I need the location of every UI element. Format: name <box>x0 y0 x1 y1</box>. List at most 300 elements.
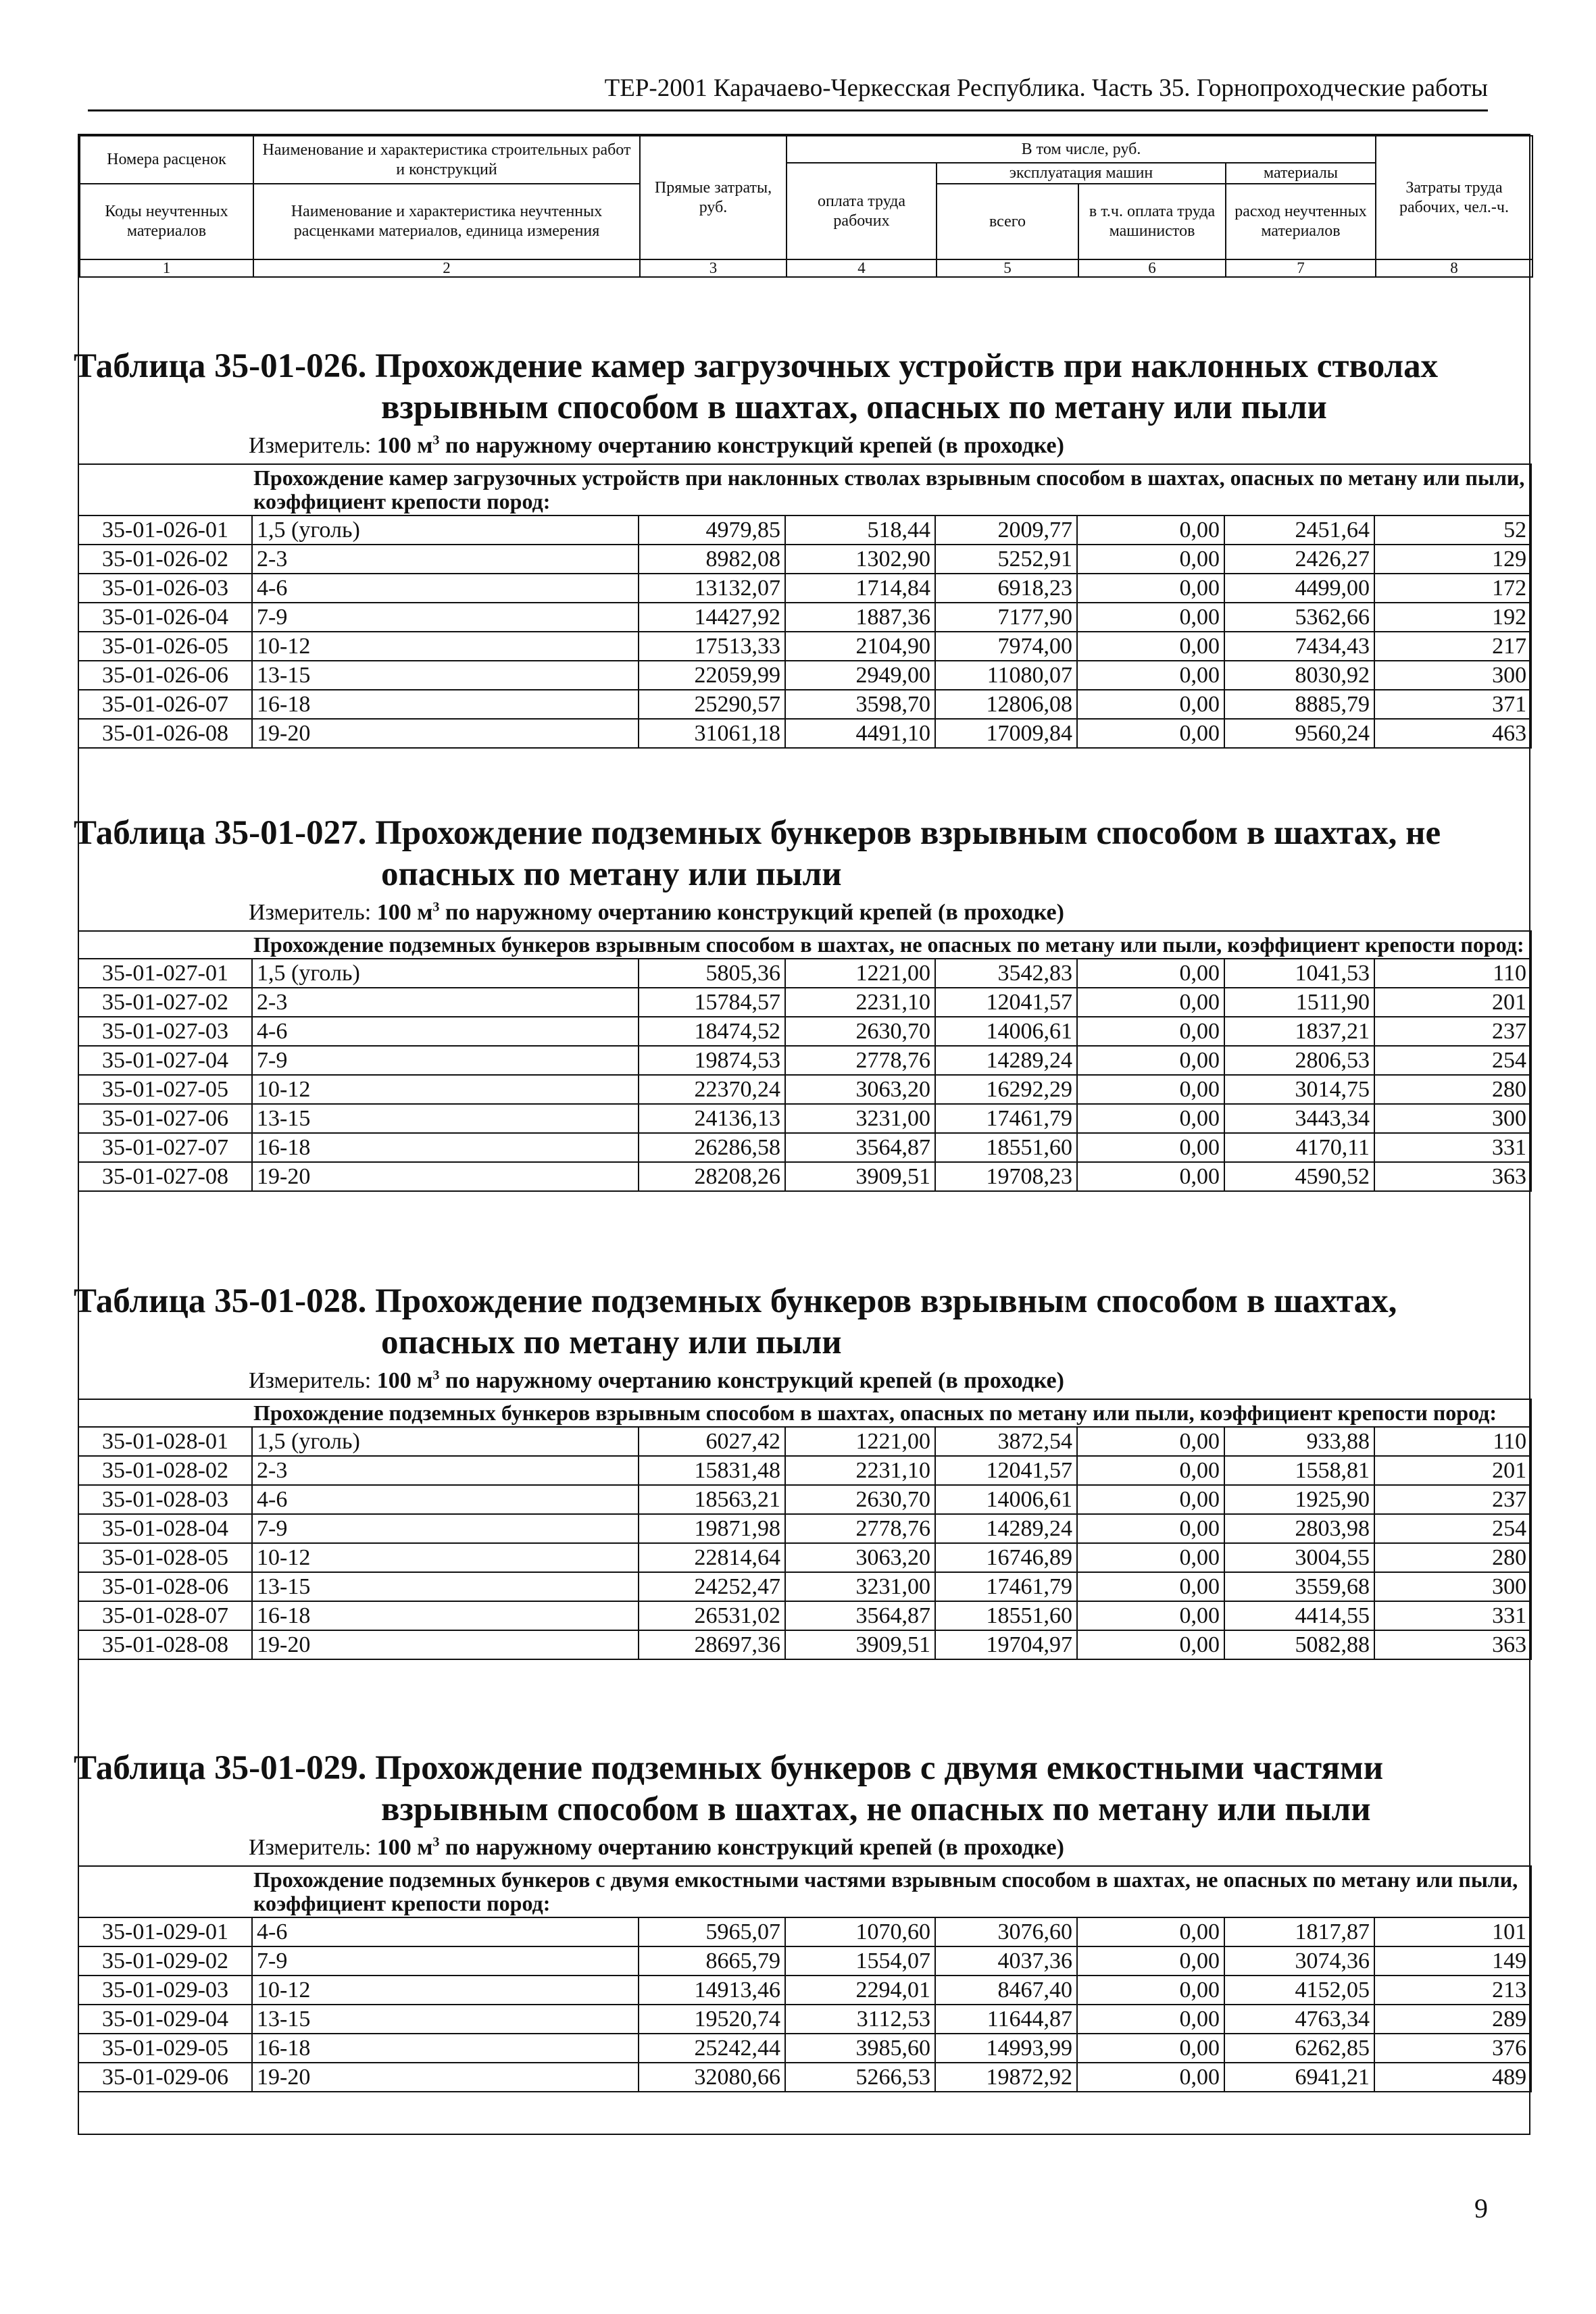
col-number: 7 <box>1226 259 1376 277</box>
col-header-group-machines: эксплуатация машин <box>937 163 1226 184</box>
labor-pay-cell: 2778,76 <box>785 1046 935 1075</box>
rate-code-cell: 35-01-027-08 <box>78 1162 252 1191</box>
machines-total-cell: 17009,84 <box>935 719 1077 748</box>
measurement-unit <box>78 1367 1530 1394</box>
col-number: 2 <box>253 259 640 277</box>
labor-hours-cell: 101 <box>1374 1917 1531 1946</box>
characteristic-cell: 13-15 <box>252 1104 639 1133</box>
direct-costs-cell: 22814,64 <box>639 1543 785 1572</box>
materials-cell: 1511,90 <box>1224 988 1374 1017</box>
labor-hours-cell: 201 <box>1374 988 1531 1017</box>
materials-cell: 7434,43 <box>1224 632 1374 661</box>
labor-pay-cell: 3985,60 <box>785 2034 935 2063</box>
labor-hours-cell: 192 <box>1374 603 1531 632</box>
rate-code-cell: 35-01-028-03 <box>78 1485 252 1514</box>
direct-costs-cell: 5965,07 <box>639 1917 785 1946</box>
table-title-line-2: опасных по метану или пыли <box>381 1324 842 1361</box>
labor-hours-cell: 110 <box>1374 1427 1531 1456</box>
labor-pay-cell: 1302,90 <box>785 545 935 574</box>
measurement-description: по наружному очертанию конструкций крепей (в проходке) <box>439 1835 1064 1860</box>
direct-costs-cell: 18563,21 <box>639 1485 785 1514</box>
table-title-line-2: взрывным способом в шахтах, опасных по метану или пыли <box>381 388 1327 426</box>
labor-hours-cell: 280 <box>1374 1543 1531 1572</box>
labor-pay-cell: 2778,76 <box>785 1514 935 1543</box>
machines-total-cell: 11644,87 <box>935 2005 1077 2034</box>
direct-costs-cell: 14913,46 <box>639 1976 785 2005</box>
table-row <box>78 1485 1531 1514</box>
rate-code-cell: 35-01-027-03 <box>78 1017 252 1046</box>
table-row <box>78 1630 1531 1659</box>
machinists-pay-cell: 0,00 <box>1077 1485 1224 1514</box>
machines-total-cell: 17461,79 <box>935 1572 1077 1601</box>
rates-table <box>78 1399 1532 1660</box>
table-description-row <box>78 1399 1531 1427</box>
machinists-pay-cell: 0,00 <box>1077 1017 1224 1046</box>
measurement-exponent: 3 <box>432 1834 440 1850</box>
labor-hours-cell: 237 <box>1374 1017 1531 1046</box>
page-number: 9 <box>1474 2193 1488 2223</box>
rate-code-cell: 35-01-028-02 <box>78 1456 252 1485</box>
col-number: 8 <box>1376 259 1532 277</box>
direct-costs-cell: 25242,44 <box>639 2034 785 2063</box>
table-row <box>78 690 1531 719</box>
measurement-value: 100 м <box>376 900 433 925</box>
machinists-pay-cell: 0,00 <box>1077 1572 1224 1601</box>
labor-hours-cell: 463 <box>1374 719 1531 748</box>
rate-code-cell: 35-01-028-05 <box>78 1543 252 1572</box>
characteristic-cell: 13-15 <box>252 1572 639 1601</box>
rate-code-cell: 35-01-029-04 <box>78 2005 252 2034</box>
characteristic-cell: 13-15 <box>252 661 639 690</box>
labor-hours-cell: 201 <box>1374 1456 1531 1485</box>
machinists-pay-cell: 0,00 <box>1077 1427 1224 1456</box>
machinists-pay-cell: 0,00 <box>1077 1917 1224 1946</box>
table-title <box>74 346 1530 428</box>
table-row <box>78 1427 1531 1456</box>
measurement-unit <box>78 1834 1530 1861</box>
labor-pay-cell: 518,44 <box>785 515 935 545</box>
table-title <box>74 1281 1530 1363</box>
materials-cell: 3443,34 <box>1224 1104 1374 1133</box>
direct-costs-cell: 14427,92 <box>639 603 785 632</box>
characteristic-cell: 1,5 (уголь) <box>252 1427 639 1456</box>
direct-costs-cell: 28697,36 <box>639 1630 785 1659</box>
direct-costs-cell: 8982,08 <box>639 545 785 574</box>
table-description: Прохождение подземных бункеров взрывным способом в шахтах, не опасных по метану или пыли, коэффициент крепости пород: <box>78 931 1531 959</box>
machines-total-cell: 14006,61 <box>935 1485 1077 1514</box>
labor-pay-cell: 3063,20 <box>785 1075 935 1104</box>
labor-pay-cell: 2294,01 <box>785 1976 935 2005</box>
machines-total-cell: 6918,23 <box>935 574 1077 603</box>
rate-table-section <box>74 813 1530 1192</box>
measurement-unit <box>78 432 1530 459</box>
machines-total-cell: 7974,00 <box>935 632 1077 661</box>
characteristic-cell: 1,5 (уголь) <box>252 515 639 545</box>
labor-hours-cell: 331 <box>1374 1601 1531 1630</box>
direct-costs-cell: 24136,13 <box>639 1104 785 1133</box>
machinists-pay-cell: 0,00 <box>1077 603 1224 632</box>
labor-pay-cell: 1887,36 <box>785 603 935 632</box>
characteristic-cell: 7-9 <box>252 1514 639 1543</box>
col-header-machines-total: всего <box>937 184 1078 259</box>
characteristic-cell: 1,5 (уголь) <box>252 959 639 988</box>
rate-code-cell: 35-01-026-01 <box>78 515 252 545</box>
materials-cell: 3004,55 <box>1224 1543 1374 1572</box>
materials-cell: 6262,85 <box>1224 2034 1374 2063</box>
characteristic-cell: 4-6 <box>252 1485 639 1514</box>
machinists-pay-cell: 0,00 <box>1077 1601 1224 1630</box>
machinists-pay-cell: 0,00 <box>1077 690 1224 719</box>
col-header-name-bottom: Наименование и характеристика неучтенных расценками материалов, единица измерения <box>253 184 640 259</box>
measurement-label: Измеритель: <box>249 433 377 458</box>
labor-hours-cell: 52 <box>1374 515 1531 545</box>
characteristic-cell: 10-12 <box>252 1075 639 1104</box>
rate-code-cell: 35-01-029-06 <box>78 2063 252 2092</box>
rate-code-cell: 35-01-027-04 <box>78 1046 252 1075</box>
machinists-pay-cell: 0,00 <box>1077 661 1224 690</box>
machines-total-cell: 18551,60 <box>935 1601 1077 1630</box>
materials-cell: 4170,11 <box>1224 1133 1374 1162</box>
table-row <box>78 574 1531 603</box>
direct-costs-cell: 8665,79 <box>639 1946 785 1976</box>
table-row <box>78 1946 1531 1976</box>
machines-total-cell: 12041,57 <box>935 988 1077 1017</box>
machines-total-cell: 11080,07 <box>935 661 1077 690</box>
characteristic-cell: 16-18 <box>252 1601 639 1630</box>
direct-costs-cell: 32080,66 <box>639 2063 785 2092</box>
materials-cell: 4152,05 <box>1224 1976 1374 2005</box>
labor-hours-cell: 217 <box>1374 632 1531 661</box>
rate-table-section <box>74 1748 1530 2092</box>
materials-cell: 4763,34 <box>1224 2005 1374 2034</box>
rate-code-cell: 35-01-026-03 <box>78 574 252 603</box>
direct-costs-cell: 25290,57 <box>639 690 785 719</box>
direct-costs-cell: 13132,07 <box>639 574 785 603</box>
machines-total-cell: 12041,57 <box>935 1456 1077 1485</box>
machinists-pay-cell: 0,00 <box>1077 1046 1224 1075</box>
table-row <box>78 2005 1531 2034</box>
table-description-row <box>78 1866 1531 1917</box>
machines-total-cell: 5252,91 <box>935 545 1077 574</box>
table-row <box>78 1046 1531 1075</box>
labor-pay-cell: 2630,70 <box>785 1017 935 1046</box>
characteristic-cell: 19-20 <box>252 1162 639 1191</box>
col-number: 1 <box>80 259 253 277</box>
labor-pay-cell: 4491,10 <box>785 719 935 748</box>
direct-costs-cell: 19871,98 <box>639 1514 785 1543</box>
machinists-pay-cell: 0,00 <box>1077 1514 1224 1543</box>
measurement-label: Измеритель: <box>249 900 377 925</box>
labor-hours-cell: 213 <box>1374 1976 1531 2005</box>
machinists-pay-cell: 0,00 <box>1077 719 1224 748</box>
machinists-pay-cell: 0,00 <box>1077 1162 1224 1191</box>
labor-pay-cell: 3909,51 <box>785 1630 935 1659</box>
labor-pay-cell: 2949,00 <box>785 661 935 690</box>
rate-code-cell: 35-01-026-04 <box>78 603 252 632</box>
table-row <box>78 1456 1531 1485</box>
characteristic-cell: 4-6 <box>252 574 639 603</box>
table-row <box>78 1572 1531 1601</box>
col-number: 3 <box>640 259 787 277</box>
materials-cell: 2451,64 <box>1224 515 1374 545</box>
labor-hours-cell: 331 <box>1374 1133 1531 1162</box>
measurement-exponent: 3 <box>432 432 440 448</box>
materials-cell: 6941,21 <box>1224 2063 1374 2092</box>
characteristic-cell: 7-9 <box>252 1046 639 1075</box>
characteristic-cell: 2-3 <box>252 988 639 1017</box>
materials-cell: 5082,88 <box>1224 1630 1374 1659</box>
page-header: ТЕР-2001 Карачаево-Черкесская Республика. Часть 35. Горнопроходческие работы <box>88 68 1488 111</box>
labor-pay-cell: 3598,70 <box>785 690 935 719</box>
materials-cell: 3559,68 <box>1224 1572 1374 1601</box>
characteristic-cell: 13-15 <box>252 2005 639 2034</box>
table-row <box>78 1976 1531 2005</box>
machines-total-cell: 7177,90 <box>935 603 1077 632</box>
machines-total-cell: 12806,08 <box>935 690 1077 719</box>
materials-cell: 1041,53 <box>1224 959 1374 988</box>
table-description-row <box>78 464 1531 515</box>
labor-pay-cell: 5266,53 <box>785 2063 935 2092</box>
table-row <box>78 545 1531 574</box>
measurement-value: 100 м <box>376 1835 433 1860</box>
col-number: 5 <box>937 259 1078 277</box>
materials-cell: 1558,81 <box>1224 1456 1374 1485</box>
materials-cell: 1817,87 <box>1224 1917 1374 1946</box>
labor-pay-cell: 1714,84 <box>785 574 935 603</box>
machines-total-cell: 18551,60 <box>935 1133 1077 1162</box>
characteristic-cell: 7-9 <box>252 603 639 632</box>
characteristic-cell: 2-3 <box>252 545 639 574</box>
characteristic-cell: 16-18 <box>252 690 639 719</box>
characteristic-cell: 19-20 <box>252 2063 639 2092</box>
materials-cell: 9560,24 <box>1224 719 1374 748</box>
table-row <box>78 959 1531 988</box>
table-row <box>78 1162 1531 1191</box>
characteristic-cell: 10-12 <box>252 1543 639 1572</box>
labor-pay-cell: 3564,87 <box>785 1601 935 1630</box>
table-description: Прохождение подземных бункеров взрывным способом в шахтах, опасных по метану или пыли, коэффициент крепости пород: <box>78 1399 1531 1427</box>
rate-code-cell: 35-01-026-08 <box>78 719 252 748</box>
col-header-direct-costs: Прямые затраты, руб. <box>640 136 787 259</box>
labor-hours-cell: 237 <box>1374 1485 1531 1514</box>
labor-hours-cell: 371 <box>1374 690 1531 719</box>
labor-pay-cell: 1070,60 <box>785 1917 935 1946</box>
materials-cell: 933,88 <box>1224 1427 1374 1456</box>
machines-total-cell: 4037,36 <box>935 1946 1077 1976</box>
measurement-description: по наружному очертанию конструкций крепей (в проходке) <box>439 900 1064 925</box>
machinists-pay-cell: 0,00 <box>1077 1075 1224 1104</box>
direct-costs-cell: 22370,24 <box>639 1075 785 1104</box>
direct-costs-cell: 19874,53 <box>639 1046 785 1075</box>
col-header-labor-hours: Затраты труда рабочих, чел.-ч. <box>1376 136 1532 259</box>
measurement-exponent: 3 <box>432 1367 440 1383</box>
materials-cell: 4499,00 <box>1224 574 1374 603</box>
rate-code-cell: 35-01-029-05 <box>78 2034 252 2063</box>
labor-hours-cell: 129 <box>1374 545 1531 574</box>
labor-pay-cell: 3063,20 <box>785 1543 935 1572</box>
table-title-line-1: Таблица 35-01-027. Прохождение подземных бункеров взрывным способом в шахтах, не <box>74 814 1441 852</box>
measurement-label: Измеритель: <box>249 1368 377 1393</box>
table-row <box>78 1543 1531 1572</box>
labor-hours-cell: 280 <box>1374 1075 1531 1104</box>
rate-code-cell: 35-01-027-05 <box>78 1075 252 1104</box>
machines-total-cell: 19704,97 <box>935 1630 1077 1659</box>
characteristic-cell: 4-6 <box>252 1917 639 1946</box>
table-row <box>78 2034 1531 2063</box>
table-row <box>78 988 1531 1017</box>
table-row <box>78 1601 1531 1630</box>
table-row <box>78 1104 1531 1133</box>
labor-hours-cell: 254 <box>1374 1514 1531 1543</box>
rate-code-cell: 35-01-029-03 <box>78 1976 252 2005</box>
machinists-pay-cell: 0,00 <box>1077 2063 1224 2092</box>
machinists-pay-cell: 0,00 <box>1077 1456 1224 1485</box>
col-number: 6 <box>1078 259 1226 277</box>
materials-cell: 2426,27 <box>1224 545 1374 574</box>
materials-cell: 1925,90 <box>1224 1485 1374 1514</box>
table-row <box>78 632 1531 661</box>
table-title-line-2: взрывным способом в шахтах, не опасных по метану или пыли <box>381 1790 1371 1828</box>
machinists-pay-cell: 0,00 <box>1077 2005 1224 2034</box>
materials-cell: 5362,66 <box>1224 603 1374 632</box>
rate-code-cell: 35-01-027-01 <box>78 959 252 988</box>
col-header-codes-bottom: Коды неучтенных материалов <box>80 184 253 259</box>
characteristic-cell: 10-12 <box>252 1976 639 2005</box>
machines-total-cell: 14993,99 <box>935 2034 1077 2063</box>
table-title-line-2: опасных по метану или пыли <box>381 855 842 893</box>
direct-costs-cell: 4979,85 <box>639 515 785 545</box>
materials-cell: 3074,36 <box>1224 1946 1374 1976</box>
machines-total-cell: 3542,83 <box>935 959 1077 988</box>
table-title-line-1: Таблица 35-01-029. Прохождение подземных бункеров с двумя емкостными частями <box>74 1749 1384 1787</box>
table-title-line-1: Таблица 35-01-026. Прохождение камер загрузочных устройств при наклонных стволах <box>74 347 1439 385</box>
machines-total-cell: 8467,40 <box>935 1976 1077 2005</box>
table-description-row <box>78 931 1531 959</box>
col-number: 4 <box>787 259 937 277</box>
table-description: Прохождение подземных бункеров с двумя емкостными частями взрывным способом в шахтах, не опасных по метану или пыли, коэффициент крепости пород: <box>78 1866 1531 1917</box>
machines-total-cell: 14289,24 <box>935 1514 1077 1543</box>
materials-cell: 4414,55 <box>1224 1601 1374 1630</box>
table-row <box>78 1133 1531 1162</box>
materials-cell: 2806,53 <box>1224 1046 1374 1075</box>
machines-total-cell: 19872,92 <box>935 2063 1077 2092</box>
machinists-pay-cell: 0,00 <box>1077 2034 1224 2063</box>
characteristic-cell: 10-12 <box>252 632 639 661</box>
labor-hours-cell: 300 <box>1374 661 1531 690</box>
labor-pay-cell: 3564,87 <box>785 1133 935 1162</box>
characteristic-cell: 7-9 <box>252 1946 639 1976</box>
table-row <box>78 515 1531 545</box>
materials-cell: 2803,98 <box>1224 1514 1374 1543</box>
rates-table <box>78 463 1532 749</box>
direct-costs-cell: 15831,48 <box>639 1456 785 1485</box>
col-header-machinists-pay: в т.ч. оплата труда машинистов <box>1078 184 1226 259</box>
direct-costs-cell: 31061,18 <box>639 719 785 748</box>
machinists-pay-cell: 0,00 <box>1077 1976 1224 2005</box>
labor-hours-cell: 300 <box>1374 1572 1531 1601</box>
table-row <box>78 1075 1531 1104</box>
direct-costs-cell: 26531,02 <box>639 1601 785 1630</box>
measurement-unit <box>78 899 1530 926</box>
column-header-table <box>79 135 1533 278</box>
direct-costs-cell: 17513,33 <box>639 632 785 661</box>
machines-total-cell: 2009,77 <box>935 515 1077 545</box>
labor-pay-cell: 3909,51 <box>785 1162 935 1191</box>
machines-total-cell: 16746,89 <box>935 1543 1077 1572</box>
labor-pay-cell: 1554,07 <box>785 1946 935 1976</box>
labor-pay-cell: 3231,00 <box>785 1104 935 1133</box>
direct-costs-cell: 28208,26 <box>639 1162 785 1191</box>
rate-code-cell: 35-01-028-07 <box>78 1601 252 1630</box>
machines-total-cell: 3872,54 <box>935 1427 1077 1456</box>
table-row <box>78 603 1531 632</box>
labor-pay-cell: 2104,90 <box>785 632 935 661</box>
machinists-pay-cell: 0,00 <box>1077 545 1224 574</box>
rate-table-section <box>74 346 1530 749</box>
rates-table <box>78 1865 1532 2092</box>
machines-total-cell: 3076,60 <box>935 1917 1077 1946</box>
labor-hours-cell: 376 <box>1374 2034 1531 2063</box>
machinists-pay-cell: 0,00 <box>1077 1133 1224 1162</box>
characteristic-cell: 16-18 <box>252 2034 639 2063</box>
labor-hours-cell: 489 <box>1374 2063 1531 2092</box>
machines-total-cell: 17461,79 <box>935 1104 1077 1133</box>
rates-table <box>78 930 1532 1192</box>
labor-pay-cell: 2231,10 <box>785 988 935 1017</box>
rate-code-cell: 35-01-027-06 <box>78 1104 252 1133</box>
table-title-line-1: Таблица 35-01-028. Прохождение подземных бункеров взрывным способом в шахтах, <box>74 1282 1397 1320</box>
machines-total-cell: 14006,61 <box>935 1017 1077 1046</box>
table-description: Прохождение камер загрузочных устройств при наклонных стволах взрывным способом в шахтах, опасных по метану или пыли, коэффициент крепости пород: <box>78 464 1531 515</box>
table-row <box>78 1514 1531 1543</box>
labor-pay-cell: 3231,00 <box>785 1572 935 1601</box>
characteristic-cell: 2-3 <box>252 1456 639 1485</box>
machinists-pay-cell: 0,00 <box>1077 574 1224 603</box>
measurement-label: Измеритель: <box>249 1835 377 1860</box>
machinists-pay-cell: 0,00 <box>1077 1543 1224 1572</box>
direct-costs-cell: 15784,57 <box>639 988 785 1017</box>
measurement-description: по наружному очертанию конструкций крепей (в проходке) <box>439 433 1064 458</box>
direct-costs-cell: 6027,42 <box>639 1427 785 1456</box>
rate-code-cell: 35-01-026-02 <box>78 545 252 574</box>
measurement-value: 100 м <box>376 433 433 458</box>
measurement-exponent: 3 <box>432 899 440 915</box>
rate-code-cell: 35-01-028-01 <box>78 1427 252 1456</box>
rate-code-cell: 35-01-028-08 <box>78 1630 252 1659</box>
machinists-pay-cell: 0,00 <box>1077 632 1224 661</box>
machinists-pay-cell: 0,00 <box>1077 988 1224 1017</box>
direct-costs-cell: 18474,52 <box>639 1017 785 1046</box>
direct-costs-cell: 5805,36 <box>639 959 785 988</box>
machinists-pay-cell: 0,00 <box>1077 515 1224 545</box>
rate-code-cell: 35-01-028-06 <box>78 1572 252 1601</box>
labor-pay-cell: 1221,00 <box>785 1427 935 1456</box>
col-header-name-top: Наименование и характеристика строительных работ и конструкций <box>253 136 640 184</box>
table-row <box>78 2063 1531 2092</box>
labor-pay-cell: 2231,10 <box>785 1456 935 1485</box>
labor-hours-cell: 289 <box>1374 2005 1531 2034</box>
rate-code-cell: 35-01-027-02 <box>78 988 252 1017</box>
machinists-pay-cell: 0,00 <box>1077 959 1224 988</box>
table-title <box>74 1748 1530 1830</box>
rate-code-cell: 35-01-026-06 <box>78 661 252 690</box>
characteristic-cell: 16-18 <box>252 1133 639 1162</box>
rate-code-cell: 35-01-029-02 <box>78 1946 252 1976</box>
col-header-group-total: В том числе, руб. <box>787 136 1376 163</box>
rate-code-cell: 35-01-026-07 <box>78 690 252 719</box>
machinists-pay-cell: 0,00 <box>1077 1946 1224 1976</box>
table-row <box>78 1017 1531 1046</box>
